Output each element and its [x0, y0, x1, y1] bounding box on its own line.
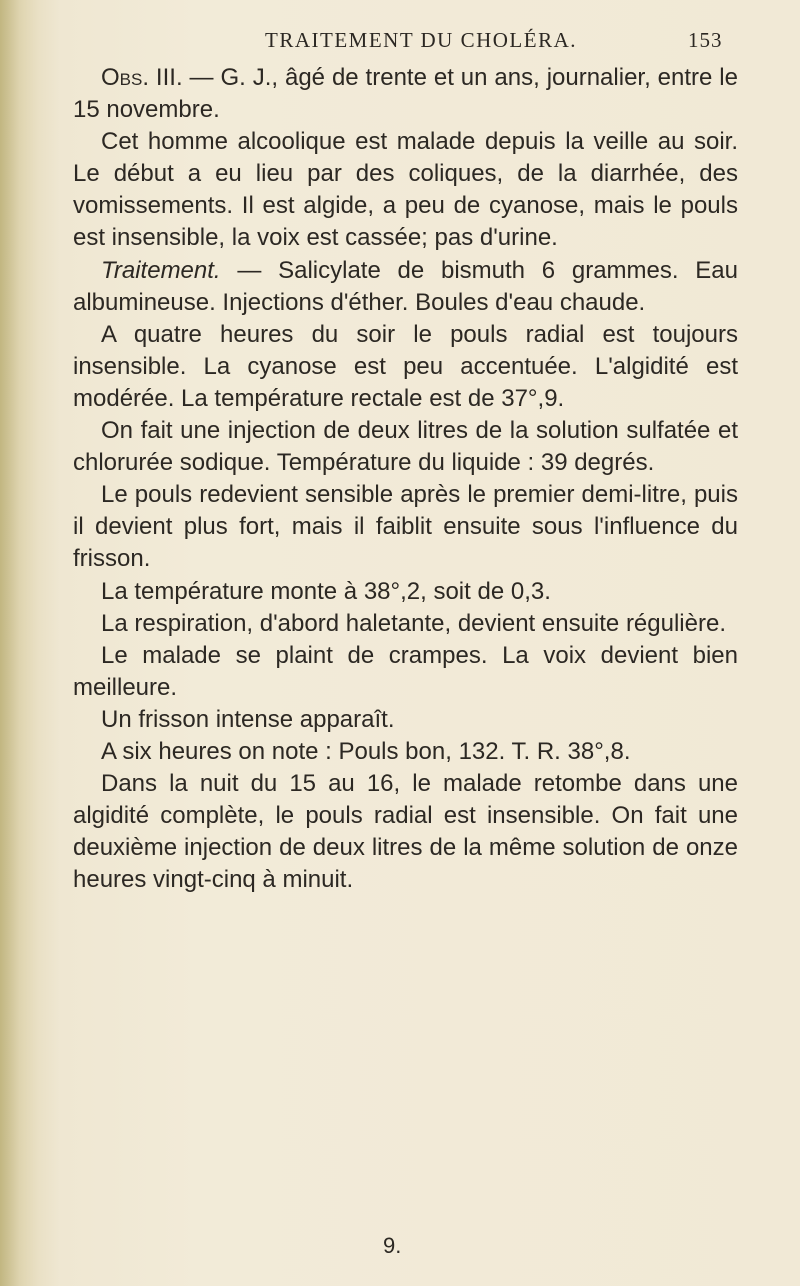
paragraph-shiver: Un frisson intense apparaît.: [101, 705, 395, 733]
paragraph-night: Dans la nuit du 15 au 16, le malade retombe dans une algidité complète, le pouls radial est insensible. On fait une deuxième injection de deux litres de la même solution de onze heures vingt-cinq à minuit.: [73, 770, 738, 894]
paragraph-injection: On fait une injection de deux litres de la solution sulfatée et chlorurée sodique. Température du liquide : 39 degrés.: [73, 417, 738, 477]
paragraph-respiration: La respiration, d'abord haletante, devient ensuite régulière.: [101, 609, 726, 637]
observation-intro-text: — G. J., âgé de trente et un ans, journalier, entre le 15 novembre.: [73, 64, 738, 124]
observation-label: Obs. III.: [101, 64, 183, 91]
page-edge-shadow: [0, 0, 38, 1286]
page-number: 153: [688, 28, 723, 52]
paragraph-symptoms: Cet homme alcoolique est malade depuis la veille au soir. Le début a eu lieu par des coliques, de la diarrhée, des vomissements. Il est algide, a peu de cyanose, mais le pouls est insensible, la voix est cassée; pas d'urine.: [73, 128, 738, 252]
body-text: [73, 62, 738, 896]
observation-intro: [73, 62, 738, 126]
running-header: TRAITEMENT DU CHOLÉRA.: [265, 28, 578, 52]
paragraph-cramps: Le malade se plaint de crampes. La voix devient bien meilleure.: [73, 641, 738, 701]
treatment-label: Traitement.: [101, 256, 221, 284]
signature-mark: 9.: [383, 1233, 402, 1258]
treatment-text: — Salicylate de bismuth 6 grammes. Eau albumineuse. Injections d'éther. Boules d'eau chaude.: [73, 256, 738, 316]
paragraph-six-oclock: A six heures on note : Pouls bon, 132. T. R. 38°,8.: [101, 737, 631, 765]
paragraph-four-oclock: A quatre heures du soir le pouls radial est toujours insensible. La cyanose est peu accentuée. L'algidité est modérée. La température rectale est de 37°,9.: [73, 320, 738, 412]
paragraph-pulse: Le pouls redevient sensible après le premier demi-litre, puis il devient plus fort, mais il faiblit ensuite sous l'influence du frisson.: [73, 481, 738, 573]
paragraph-treatment: [73, 255, 738, 319]
paragraph-temperature: La température monte à 38°,2, soit de 0,3.: [101, 577, 551, 605]
